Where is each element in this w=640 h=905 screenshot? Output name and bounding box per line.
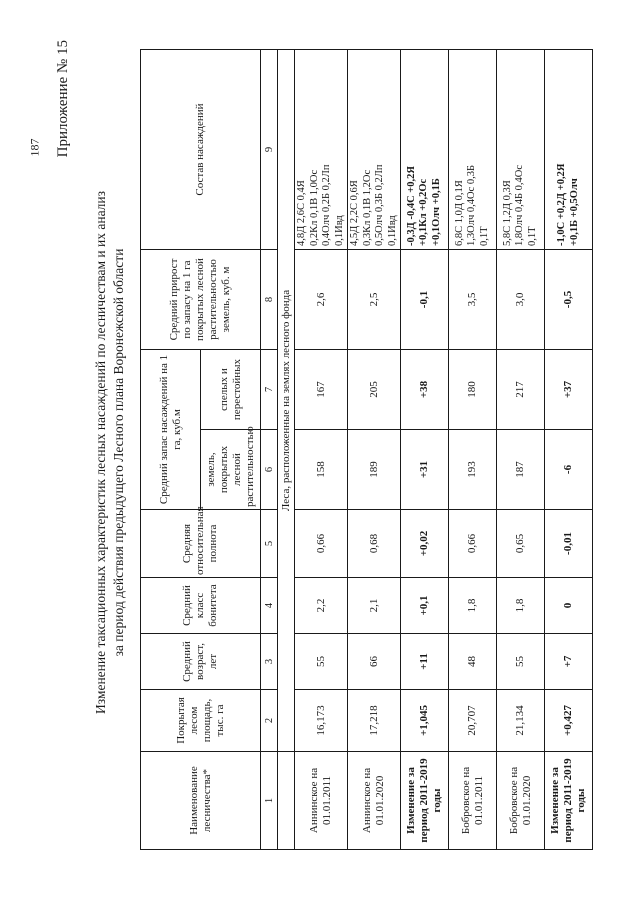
cell-density: -0,01 xyxy=(545,510,593,578)
cell-area: 20,707 xyxy=(449,690,497,752)
table-row xyxy=(295,50,348,850)
table-row xyxy=(497,50,545,850)
cell-composition xyxy=(497,50,545,250)
cell-class: 2,2 xyxy=(295,578,348,634)
cell-stock-mature: 167 xyxy=(295,350,348,430)
column-number: 2 xyxy=(261,690,278,752)
cell-class: 0 xyxy=(545,578,593,634)
cell-composition xyxy=(295,50,348,250)
column-number: 1 xyxy=(261,752,278,850)
composition-line: 5,8С 1,2Д 0,3Я xyxy=(501,180,513,246)
cell-density: 0,65 xyxy=(497,510,545,578)
forest-characteristics-table xyxy=(140,49,593,850)
cell-density: 0,66 xyxy=(449,510,497,578)
cell-age: 55 xyxy=(497,634,545,690)
composition-line: 0,1Ивд xyxy=(386,215,398,246)
table-row xyxy=(348,50,401,850)
cell-growth: -0,5 xyxy=(545,250,593,350)
cell-stock-covered: 189 xyxy=(348,430,401,510)
cell-age: 66 xyxy=(348,634,401,690)
composition-line: 1,3Олч 0,4Ос 0,3Б xyxy=(466,164,478,246)
column-number: 7 xyxy=(261,350,278,430)
header-growth: Средний прирост по запасу на 1 га покрытых лесной растительностью земель, куб. м xyxy=(141,250,261,350)
composition-line: 0,1Т xyxy=(478,226,490,246)
composition-line: 0,4Олч 0,2Б 0,2Лп xyxy=(321,164,332,246)
section-label: Леса, расположенные на землях лесного фонда xyxy=(278,50,295,752)
cell-class: 2,1 xyxy=(348,578,401,634)
composition-line: 1,8Олч 0,4Б 0,4Ос xyxy=(514,164,526,246)
header-stock-covered: земель, покрытых лесной растительностью xyxy=(201,430,261,510)
header-class: Средний класс бонитета xyxy=(141,578,261,634)
cell-composition xyxy=(449,50,497,250)
title-line-1: Изменение таксационных характеристик лесных насаждений по лесничествам и их анализ xyxy=(93,191,108,714)
cell-stock-mature: 180 xyxy=(449,350,497,430)
cell-class: 1,8 xyxy=(449,578,497,634)
cell-growth: 3,0 xyxy=(497,250,545,350)
cell-area: 17,218 xyxy=(348,690,401,752)
cell-growth: 3,5 xyxy=(449,250,497,350)
cell-stock-mature: 205 xyxy=(348,350,401,430)
table-row xyxy=(545,50,593,850)
table-body xyxy=(261,50,593,850)
cell-density: 0,68 xyxy=(348,510,401,578)
cell-density: +0,02 xyxy=(401,510,449,578)
cell-stock-covered: 193 xyxy=(449,430,497,510)
cell-age: +11 xyxy=(401,634,449,690)
column-number: 4 xyxy=(261,578,278,634)
cell-stock-covered: +31 xyxy=(401,430,449,510)
cell-area: +0,427 xyxy=(545,690,593,752)
column-number: 3 xyxy=(261,634,278,690)
composition-line: 0,5Олч 0,3Б 0,2Лп xyxy=(374,164,385,246)
cell-name: Аннинское на 01.01.2011 xyxy=(295,752,348,850)
cell-class: +0,1 xyxy=(401,578,449,634)
header-stock-mature: спелых и перестойных xyxy=(201,350,261,430)
cell-age: +7 xyxy=(545,634,593,690)
composition-line: +0,1Олч +0,1Б xyxy=(430,178,442,246)
cell-composition xyxy=(545,50,593,250)
cell-stock-mature: 217 xyxy=(497,350,545,430)
cell-composition xyxy=(401,50,449,250)
document-title xyxy=(92,60,128,845)
composition-line: 4,5Д 2,2С 0,6Я xyxy=(349,180,360,246)
table-row xyxy=(401,50,449,850)
cell-density: 0,66 xyxy=(295,510,348,578)
column-number: 8 xyxy=(261,250,278,350)
cell-growth: 2,6 xyxy=(295,250,348,350)
table-row xyxy=(449,50,497,850)
empty-cell xyxy=(278,752,295,850)
column-number: 9 xyxy=(261,50,278,250)
header-area: Покрытая лесом площадь, тыс. га xyxy=(141,690,261,752)
cell-stock-covered: 187 xyxy=(497,430,545,510)
cell-age: 48 xyxy=(449,634,497,690)
composition-line: 0,3Кл 0,1В 1,2Ос xyxy=(361,169,373,246)
composition-line: 6,8С 1,0Д 0,1Я xyxy=(453,180,465,246)
header-density: Средняя относительная полнота xyxy=(141,510,261,578)
composition-line: 4,8Д 2,6С 0,4Я xyxy=(296,180,307,246)
cell-name: Аннинское на 01.01.2020 xyxy=(348,752,401,850)
title-line-2: за период действия предыдущего Лесного плана Воронежской области xyxy=(111,248,126,657)
header-age: Средний возраст, лет xyxy=(141,634,261,690)
composition-line: 0,2Кл 0,1В 1,0Ос xyxy=(308,169,320,246)
header-name: Наименование лесничества* xyxy=(141,752,261,850)
composition-line: 0,1Ивд xyxy=(333,215,345,246)
column-numbers-row xyxy=(261,50,278,850)
cell-stock-covered: -6 xyxy=(545,430,593,510)
header-composition: Состав насаждений xyxy=(141,50,261,250)
cell-name: Бобровское на 01.01.2020 xyxy=(497,752,545,850)
cell-growth: -0,1 xyxy=(401,250,449,350)
cell-class: 1,8 xyxy=(497,578,545,634)
composition-line: +0,1Кл +0,2Ос xyxy=(418,178,430,246)
column-number: 5 xyxy=(261,510,278,578)
cell-area: +1,045 xyxy=(401,690,449,752)
composition-line: +0,1Б +0,5Олч xyxy=(568,178,580,246)
cell-composition xyxy=(348,50,401,250)
cell-stock-mature: +38 xyxy=(401,350,449,430)
header-stock: Средний запас насаждений на 1 га, куб.м xyxy=(141,350,201,510)
cell-growth: 2,5 xyxy=(348,250,401,350)
section-row xyxy=(278,50,295,850)
cell-area: 21,134 xyxy=(497,690,545,752)
cell-stock-covered: 158 xyxy=(295,430,348,510)
cell-name: Изменение за период 2011-2019 годы xyxy=(401,752,449,850)
appendix-label: Приложение № 15 xyxy=(55,40,71,158)
composition-line: -0,3Д -0,4С +0,2Я xyxy=(405,166,417,246)
cell-age: 55 xyxy=(295,634,348,690)
cell-area: 16,173 xyxy=(295,690,348,752)
column-number: 6 xyxy=(261,430,278,510)
cell-stock-mature: +37 xyxy=(545,350,593,430)
composition-line: 0,1Т xyxy=(526,226,538,246)
cell-name: Изменение за период 2011-2019 годы xyxy=(545,752,593,850)
cell-name: Бобровское на 01.01.2011 xyxy=(449,752,497,850)
composition-line: -1,0С +0,2Д +0,2Я xyxy=(556,163,567,246)
page-number: 187 xyxy=(27,138,42,157)
